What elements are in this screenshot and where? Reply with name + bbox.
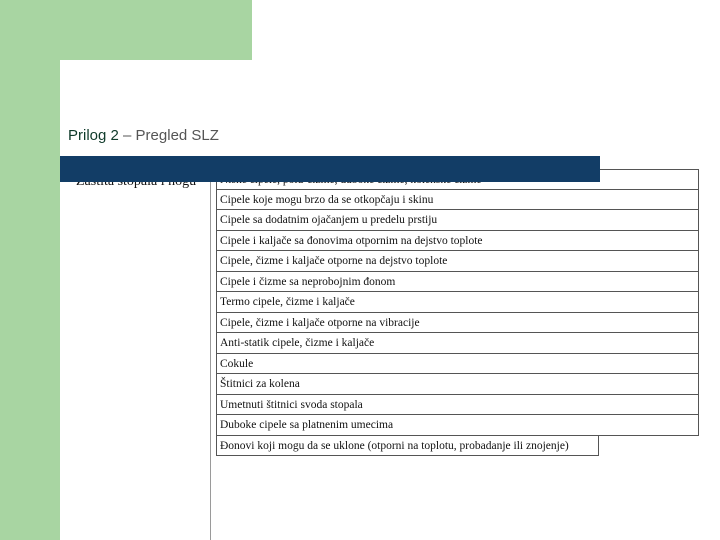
table-row: Cipele koje mogu brzo da se otkopčaju i skinu: [216, 190, 699, 211]
table-row: Umetnuti štitnici svoda stopala: [216, 395, 699, 416]
table-row: Anti-statik cipele, čizme i kaljače: [216, 333, 699, 354]
table-row: Termo cipele, čizme i kaljače: [216, 292, 699, 313]
left-green-band: [0, 0, 60, 540]
table-row: Đonovi koji mogu da se uklone (otporni na toplotu, probadanje ili znojenje): [216, 436, 599, 457]
table-row: Cipele sa dodatnim ojačanjem u predelu prstiju: [216, 210, 699, 231]
table-row: Duboke cipele sa platnenim umecima: [216, 415, 699, 436]
title-bar: [60, 156, 600, 182]
items-table: [216, 169, 699, 456]
table-row: Cipele, čizme i kaljače otporne na dejstvo toplote: [216, 251, 699, 272]
table-row: Cipele i kaljače sa đonovima otpornim na dejstvo toplote: [216, 231, 699, 252]
title-sub: Pregled SLZ: [135, 127, 219, 144]
title-main: Prilog 2: [68, 127, 119, 144]
title-dash: –: [118, 127, 136, 144]
column-divider: [210, 156, 211, 540]
table-row: Cipele i čizme sa neprobojnim đonom: [216, 272, 699, 293]
table-row: Štitnici za kolena: [216, 374, 699, 395]
top-green-block: [60, 0, 252, 60]
table-row: Cokule: [216, 354, 699, 375]
table-row: Cipele, čizme i kaljače otporne na vibracije: [216, 313, 699, 334]
slide-title: [68, 127, 219, 144]
